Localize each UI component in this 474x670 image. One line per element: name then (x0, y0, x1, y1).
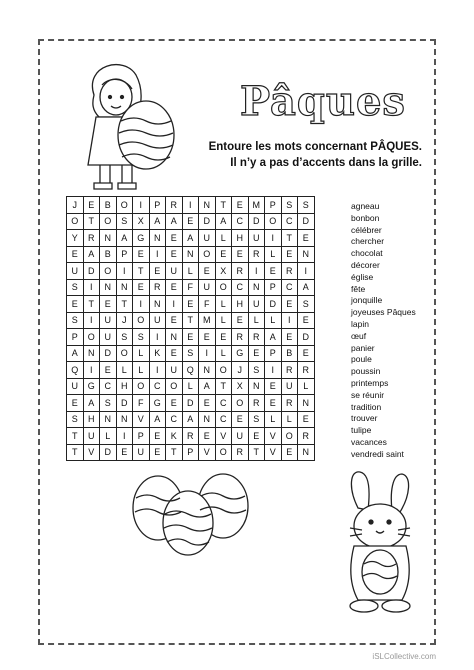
grid-cell: E (215, 246, 232, 263)
grid-cell: X (215, 263, 232, 280)
grid-cell: C (232, 213, 249, 230)
grid-cell: K (149, 345, 166, 362)
word-list-item: vacances (351, 436, 387, 447)
grid-cell: B (100, 197, 117, 214)
grid-cell: L (281, 411, 298, 428)
grid-cell: N (199, 197, 216, 214)
grid-cell: E (265, 263, 282, 280)
grid-cell: A (166, 213, 183, 230)
grid-row (67, 230, 315, 247)
grid-cell: H (232, 230, 249, 247)
grid-cell: E (281, 329, 298, 346)
grid-cell: V (199, 444, 216, 461)
grid-cell: V (133, 411, 150, 428)
grid-cell: O (232, 395, 249, 412)
word-list-item: joyeuses Pâques (351, 307, 416, 318)
grid-cell: R (232, 263, 249, 280)
grid-cell: R (83, 230, 100, 247)
grid-cell: O (83, 329, 100, 346)
grid-cell: O (116, 345, 133, 362)
grid-cell: E (298, 230, 315, 247)
grid-row (67, 345, 315, 362)
grid-cell: R (232, 444, 249, 461)
grid-cell: I (281, 312, 298, 329)
word-list-item: tulipe (351, 425, 372, 436)
grid-cell: O (116, 197, 133, 214)
grid-row (67, 279, 315, 296)
grid-cell: E (248, 428, 265, 445)
word-list-item: bonbon (351, 212, 380, 223)
footer-credit: iSLCollective.com (372, 652, 436, 661)
grid-cell: N (199, 362, 216, 379)
grid-cell: E (182, 329, 199, 346)
grid-cell: U (166, 263, 183, 280)
grid-cell: E (67, 296, 84, 313)
grid-cell: I (166, 296, 183, 313)
word-list-item: vendredi saint (351, 448, 404, 459)
grid-cell: C (215, 411, 232, 428)
grid-cell: U (100, 329, 117, 346)
grid-cell: P (265, 197, 282, 214)
grid-row (67, 395, 315, 412)
grid-cell: E (199, 428, 216, 445)
grid-cell: R (248, 329, 265, 346)
grid-cell: E (199, 329, 216, 346)
grid-cell: E (232, 197, 249, 214)
grid-cell: S (281, 197, 298, 214)
grid-cell: E (149, 263, 166, 280)
grid-cell: S (67, 312, 84, 329)
grid-cell: E (199, 263, 216, 280)
grid-cell: O (67, 213, 84, 230)
grid-cell: U (67, 263, 84, 280)
grid-cell: E (215, 329, 232, 346)
grid-row (67, 312, 315, 329)
grid-cell: P (116, 246, 133, 263)
grid-cell: J (116, 312, 133, 329)
grid-cell: L (215, 345, 232, 362)
grid-cell: O (100, 263, 117, 280)
grid-cell: L (248, 312, 265, 329)
grid-cell: U (166, 362, 183, 379)
grid-cell: L (133, 345, 150, 362)
word-list-item: poussin (351, 366, 381, 377)
grid-cell: C (232, 279, 249, 296)
grid-cell: L (298, 378, 315, 395)
grid-row (67, 378, 315, 395)
grid-cell: N (149, 230, 166, 247)
grid-cell: R (166, 197, 183, 214)
word-list-item: chercher (351, 236, 385, 247)
grid-cell: U (199, 230, 216, 247)
grid-cell: L (265, 411, 282, 428)
word-list-item: lapin (351, 318, 369, 329)
grid-cell: I (265, 230, 282, 247)
grid-row (67, 246, 315, 263)
grid-cell: A (67, 345, 84, 362)
grid-cell: S (182, 345, 199, 362)
grid-cell: D (248, 213, 265, 230)
grid-cell: O (281, 428, 298, 445)
grid-cell: S (67, 279, 84, 296)
grid-cell: R (298, 362, 315, 379)
grid-cell: A (215, 213, 232, 230)
grid-cell: I (199, 345, 216, 362)
grid-cell: N (166, 329, 183, 346)
grid-cell: E (67, 395, 84, 412)
grid-cell: L (265, 312, 282, 329)
grid-cell: E (182, 213, 199, 230)
grid-cell: N (116, 279, 133, 296)
grid-cell: A (116, 230, 133, 247)
grid-cell: L (215, 230, 232, 247)
word-list-item: se réunir (351, 389, 385, 400)
grid-cell: T (67, 444, 84, 461)
grid-cell: U (199, 279, 216, 296)
grid-cell: D (83, 263, 100, 280)
grid-cell: B (281, 345, 298, 362)
grid-cell: V (215, 428, 232, 445)
grid-cell: I (149, 246, 166, 263)
grid-cell: A (149, 411, 166, 428)
grid-cell: C (215, 395, 232, 412)
word-list-item: poule (351, 354, 372, 365)
grid-cell: R (248, 246, 265, 263)
grid-cell: D (199, 213, 216, 230)
grid-cell: N (116, 411, 133, 428)
grid-cell: C (281, 279, 298, 296)
grid-cell: E (83, 197, 100, 214)
grid-cell: N (149, 296, 166, 313)
grid-cell: S (100, 395, 117, 412)
grid-cell: A (265, 329, 282, 346)
word-list-item: chocolat (351, 248, 383, 259)
grid-cell: O (100, 213, 117, 230)
grid-cell: A (182, 230, 199, 247)
grid-cell: A (298, 279, 315, 296)
grid-cell: H (83, 411, 100, 428)
grid-cell: N (298, 444, 315, 461)
grid-cell: O (133, 378, 150, 395)
grid-cell: U (281, 378, 298, 395)
grid-cell: E (281, 246, 298, 263)
grid-cell: H (232, 296, 249, 313)
grid-cell: S (298, 296, 315, 313)
grid-cell: O (215, 444, 232, 461)
grid-cell: E (232, 411, 249, 428)
grid-cell: X (133, 213, 150, 230)
grid-cell: U (83, 428, 100, 445)
grid-cell: D (116, 395, 133, 412)
grid-cell: E (281, 296, 298, 313)
grid-cell: I (182, 197, 199, 214)
grid-cell: S (116, 213, 133, 230)
grid-row (67, 296, 315, 313)
grid-cell: E (265, 395, 282, 412)
grid-cell: C (281, 213, 298, 230)
grid-cell: T (67, 428, 84, 445)
grid-cell: E (116, 444, 133, 461)
grid-cell: P (67, 329, 84, 346)
grid-cell: O (166, 378, 183, 395)
grid-cell: T (166, 444, 183, 461)
grid-cell: E (199, 395, 216, 412)
grid-row (67, 197, 315, 214)
grid-cell: D (298, 329, 315, 346)
easter-eggs-illustration (128, 468, 254, 558)
grid-cell: U (100, 312, 117, 329)
grid-cell: G (133, 230, 150, 247)
grid-cell: P (265, 345, 282, 362)
grid-row (67, 428, 315, 445)
grid-cell: E (166, 345, 183, 362)
grid-cell: R (182, 428, 199, 445)
grid-cell: A (199, 378, 216, 395)
grid-cell: L (265, 246, 282, 263)
grid-cell: E (149, 428, 166, 445)
grid-cell: L (215, 296, 232, 313)
grid-cell: I (265, 362, 282, 379)
word-list-item: fête (351, 283, 366, 294)
grid-cell: L (215, 312, 232, 329)
grid-cell: U (67, 378, 84, 395)
grid-cell: G (83, 378, 100, 395)
grid-cell: I (298, 263, 315, 280)
grid-cell: J (232, 362, 249, 379)
grid-cell: S (133, 329, 150, 346)
grid-cell: D (182, 395, 199, 412)
grid-cell: G (149, 395, 166, 412)
grid-cell: R (298, 428, 315, 445)
grid-cell: I (149, 362, 166, 379)
grid-cell: E (100, 362, 117, 379)
grid-cell: N (182, 246, 199, 263)
grid-cell: D (265, 296, 282, 313)
instructions (200, 139, 422, 171)
grid-row (67, 444, 315, 461)
word-list-item: trouver (351, 413, 378, 424)
grid-cell: I (83, 312, 100, 329)
grid-cell: A (149, 213, 166, 230)
grid-cell: E (166, 279, 183, 296)
grid-cell: P (149, 197, 166, 214)
grid-cell: C (149, 378, 166, 395)
grid-cell: E (133, 246, 150, 263)
grid-cell: N (100, 230, 117, 247)
bunny-with-egg-illustration (330, 468, 430, 618)
grid-cell: L (182, 378, 199, 395)
grid-cell: P (182, 444, 199, 461)
grid-cell: U (232, 428, 249, 445)
grid-cell: E (232, 246, 249, 263)
grid-cell: V (83, 444, 100, 461)
grid-cell: O (133, 312, 150, 329)
grid-cell: T (182, 312, 199, 329)
grid-cell: T (215, 197, 232, 214)
grid-cell: U (248, 230, 265, 247)
grid-cell: N (100, 279, 117, 296)
grid-cell: D (100, 345, 117, 362)
grid-cell: I (116, 428, 133, 445)
grid-cell: S (298, 197, 315, 214)
grid-cell: O (265, 213, 282, 230)
grid-cell: E (100, 296, 117, 313)
grid-cell: N (248, 378, 265, 395)
grid-cell: B (100, 246, 117, 263)
grid-cell: S (248, 411, 265, 428)
grid-cell: I (133, 296, 150, 313)
grid-cell: A (182, 411, 199, 428)
grid-cell: P (265, 279, 282, 296)
word-list (351, 201, 416, 461)
grid-cell: T (215, 378, 232, 395)
grid-cell: A (83, 395, 100, 412)
instruction-line: Il n’y a pas d’accents dans la grille. (230, 157, 422, 169)
grid-cell: E (149, 444, 166, 461)
instruction-line: Entoure les mots concernant PÂQUES. (208, 141, 422, 153)
grid-cell: L (100, 428, 117, 445)
grid-cell: P (133, 428, 150, 445)
word-list-item: œuf (351, 330, 367, 341)
grid-cell: E (67, 246, 84, 263)
girl-with-egg-illustration (64, 55, 184, 195)
grid-cell: U (149, 312, 166, 329)
grid-cell: V (265, 428, 282, 445)
grid-cell: H (116, 378, 133, 395)
grid-row (67, 213, 315, 230)
grid-cell: U (133, 444, 150, 461)
grid-cell: I (133, 197, 150, 214)
word-list-item: agneau (351, 201, 380, 211)
word-list-item: tradition (351, 401, 382, 412)
grid-cell: E (248, 345, 265, 362)
grid-cell: E (182, 296, 199, 313)
grid-cell: I (83, 362, 100, 379)
grid-cell: D (298, 213, 315, 230)
grid-cell: V (265, 444, 282, 461)
grid-cell: Q (67, 362, 84, 379)
grid-cell: F (199, 296, 216, 313)
grid-cell: Y (67, 230, 84, 247)
grid-cell: E (133, 279, 150, 296)
grid-cell: L (182, 263, 199, 280)
grid-cell: T (248, 444, 265, 461)
grid-cell: T (281, 230, 298, 247)
grid-cell: T (83, 296, 100, 313)
word-list-item: panier (351, 342, 375, 353)
grid-cell: T (83, 213, 100, 230)
grid-cell: E (166, 246, 183, 263)
grid-cell: I (248, 263, 265, 280)
grid-cell: R (281, 362, 298, 379)
grid-cell: T (133, 263, 150, 280)
word-list-item: célébrer (351, 224, 382, 235)
grid-row (67, 263, 315, 280)
grid-cell: X (232, 378, 249, 395)
page-title: Pâques (240, 78, 406, 125)
grid-cell: I (83, 279, 100, 296)
grid-cell: F (133, 395, 150, 412)
grid-cell: C (166, 411, 183, 428)
grid-cell: I (116, 263, 133, 280)
word-list-item: jonquille (351, 295, 383, 306)
grid-cell: N (298, 395, 315, 412)
grid-cell: L (116, 362, 133, 379)
word-search-grid (66, 196, 315, 461)
grid-cell: E (298, 345, 315, 362)
grid-cell: U (248, 296, 265, 313)
grid-cell: N (83, 345, 100, 362)
grid-cell: R (281, 263, 298, 280)
grid-cell: N (298, 246, 315, 263)
grid-cell: O (199, 246, 216, 263)
grid-cell: J (67, 197, 84, 214)
grid-cell: R (149, 279, 166, 296)
word-list-item: printemps (351, 377, 389, 388)
grid-cell: E (166, 312, 183, 329)
word-list-item: décorer (351, 259, 380, 270)
grid-cell: E (298, 411, 315, 428)
grid-cell: N (248, 279, 265, 296)
grid-cell: A (83, 246, 100, 263)
word-list-item: église (351, 271, 374, 282)
grid-cell: O (215, 279, 232, 296)
grid-cell: C (100, 378, 117, 395)
grid-cell: G (232, 345, 249, 362)
grid-cell: E (166, 230, 183, 247)
grid-cell: Q (182, 362, 199, 379)
grid-cell: O (215, 362, 232, 379)
grid-cell: F (182, 279, 199, 296)
grid-cell: S (116, 329, 133, 346)
grid-cell: R (248, 395, 265, 412)
grid-cell: I (149, 329, 166, 346)
grid-cell: E (265, 378, 282, 395)
grid-row (67, 329, 315, 346)
grid-cell: E (232, 312, 249, 329)
grid-cell: N (199, 411, 216, 428)
grid-cell: S (67, 411, 84, 428)
grid-cell: E (298, 312, 315, 329)
grid-cell: K (166, 428, 183, 445)
grid-cell: M (248, 197, 265, 214)
grid-row (67, 362, 315, 379)
grid-cell: L (133, 362, 150, 379)
grid-cell: E (166, 395, 183, 412)
grid-cell: S (248, 362, 265, 379)
grid-cell: R (281, 395, 298, 412)
grid-cell: T (116, 296, 133, 313)
grid-row (67, 411, 315, 428)
grid-cell: R (232, 329, 249, 346)
grid-cell: D (100, 444, 117, 461)
grid-cell: M (199, 312, 216, 329)
grid-cell: N (100, 411, 117, 428)
grid-cell: E (281, 444, 298, 461)
